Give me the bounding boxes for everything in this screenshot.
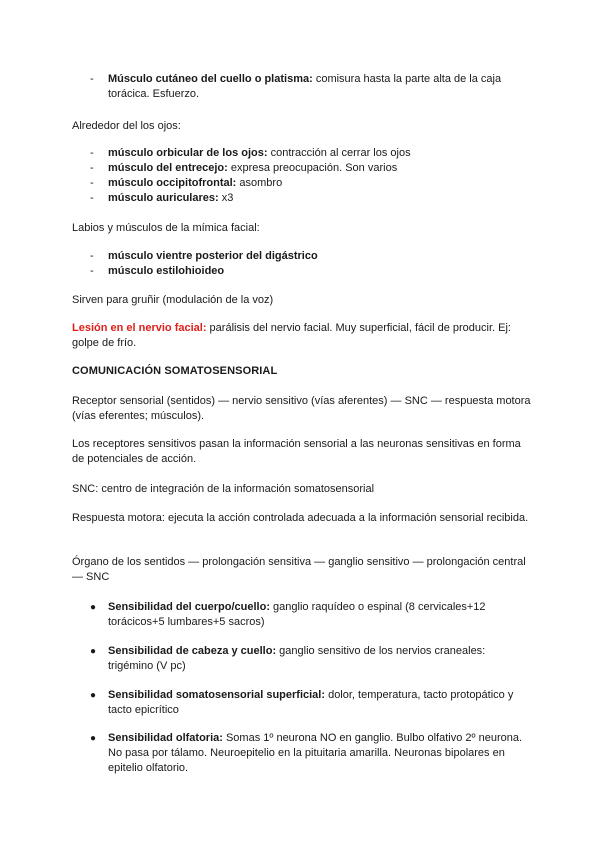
list-item-text [108,644,528,674]
list-item-text [108,176,528,191]
dash-marker: - [90,192,94,204]
list-item-text [108,72,528,102]
list-item-text [108,688,528,718]
item-term: músculo orbicular de los ojos: [108,147,268,159]
item-term: músculo auriculares: [108,192,219,204]
lesion-text: parálisis del nervio facial. Muy superficial, fácil de producir. Ej: golpe de frío. [72,322,511,349]
dash-marker: - [90,250,94,262]
paragraph-alrededor: Alrededor del los ojos: [72,120,181,132]
bullet-marker: ● [90,733,97,744]
list-item-text [108,191,528,206]
item-term: Sensibilidad somatosensorial superficial: [108,689,326,701]
item-description: comisura hasta la parte alta de la caja torácica. Esfuerzo. [108,73,502,100]
item-description: contracción al cerrar los ojos [267,147,411,159]
bullet-marker: ● [90,602,97,613]
list-item-text [108,731,528,776]
item-term: Sensibilidad de cabeza y cuello: [108,645,277,657]
list-item-text [108,600,528,630]
item-term: Músculo cutáneo del cuello o platisma: [108,73,313,85]
paragraph-labios: Labios y músculos de la mímica facial: [72,222,260,234]
lesion-label: Lesión en el nervio facial: [72,322,207,334]
item-description: Somas 1º neurona NO en ganglio. Bulbo olfativo 2º neurona. No pasa por tálamo. Neuroepitelio en la pituitaria amarilla. Neuronas bipolares en epitelio olfatorio. [108,732,523,774]
paragraph-organo: Órgano de los sentidos — prolongación sensitiva — ganglio sensitivo — prolongación central — SNC [72,556,526,583]
bullet-marker: ● [90,646,97,657]
item-description: expresa preocupación. Son varios [227,162,398,174]
list-item-text [108,249,528,264]
item-term: Sensibilidad olfatoria: [108,732,223,744]
paragraph-lesion [72,321,534,351]
item-description: asombro [236,177,283,189]
item-description: x3 [218,192,234,204]
dash-marker: - [90,177,94,189]
paragraph-receptor: Receptor sensorial (sentidos) — nervio sensitivo (vías aferentes) — SNC — respuesta motora (vías eferentes; músculos). [72,395,531,422]
item-term: Sensibilidad del cuerpo/cuello: [108,601,270,613]
item-description: ganglio raquídeo o espinal (8 cervicales+12 torácicos+5 lumbares+5 sacros) [108,601,486,628]
dash-marker: - [90,73,94,85]
item-term: músculo vientre posterior del digástrico [108,250,318,262]
paragraph-sirven: Sirven para gruñir (modulación de la voz) [72,294,274,306]
paragraph-snc: SNC: centro de integración de la información somatosensorial [72,483,375,495]
item-term: músculo occipitofrontal: [108,177,237,189]
paragraph-receptores: Los receptores sensitivos pasan la información sensorial a las neuronas sensitivas en forma de potenciales de acción. [72,438,521,465]
dash-marker: - [90,265,94,277]
list-item-text [108,161,528,176]
bullet-marker: ● [90,690,97,701]
dash-marker: - [90,162,94,174]
dash-marker: - [90,147,94,159]
list-item-text [108,264,528,279]
item-description: ganglio sensitivo de los nervios craneales: trigémino (V pc) [108,645,486,672]
list-item-text [108,146,528,161]
item-term: músculo estilohioideo [108,265,225,277]
item-term: músculo del entrecejo: [108,162,228,174]
paragraph-respuesta: Respuesta motora: ejecuta la acción controlada adecuada a la información sensorial recibida. [72,512,529,524]
section-heading: COMUNICACIÓN SOMATOSENSORIAL [72,365,278,377]
item-description: dolor, temperatura, tacto protopático y tacto epicrítico [108,689,514,716]
